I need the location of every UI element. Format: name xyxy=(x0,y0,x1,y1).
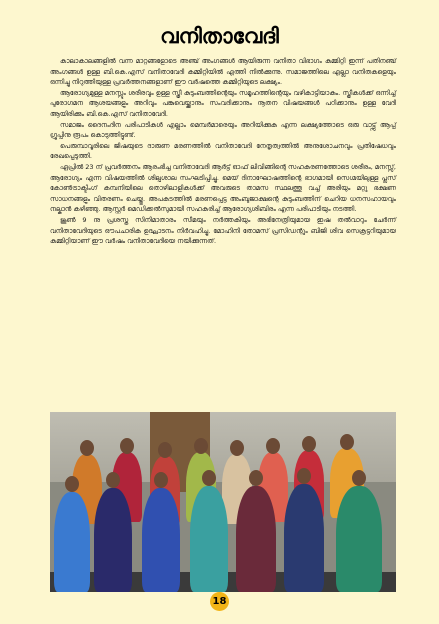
paragraph-4: പെരുമ്പാവൂരിലെ ജിഷയുടെ ദാരുണ മരണത്തിൽ വനിതാവേദി നേതൃത്വത്തിൽ അനുശോചനവും പ്രതിഷേധവും രേഖപ്പെടുത്തി. xyxy=(50,141,396,161)
person-figure xyxy=(336,486,382,592)
person-head xyxy=(106,472,120,488)
paragraph-6: ജൂൺ 9 നു പ്രശസ്ത സിനിമാതാരം സീമയും നർത്തകിയും അഭിനേത്രിയുമായ ഇഷ തൽവാറും ചേർന്ന് വനിതാവേദിയുടെ ഔപചാരിക ഉദ്ഘാടനം നിർവഹിച്ചു. മോഹിനി തോമസ് പ്രസിഡന്റും ബിജി ശിവ സെക്രട്ടറിയുമായ കമ്മിറ്റിയാണ് ഈ വർഷം വനിതാവേദിയെ നയിക്കുന്നത്. xyxy=(50,215,396,246)
person-figure xyxy=(284,484,324,592)
person-head xyxy=(80,440,94,456)
paragraph-2: ആരോഗ്യമുള്ള മനസ്സും ശരീരവും ഉള്ള സ്ത്രീ കുടുംബത്തിന്റെയും സമൂഹത്തിന്റെയും വഴികാട്ടിയാകും. സ്ത്രീകൾക്ക് ഒന്നിച്ച് പുരോഗമന ആശയങ്ങളും അറിവും പങ്കുവെയ്ക്കാനും സംവദിക്കാനും നൂതന വിഷയങ്ങൾ പഠിക്കാനും ഉള്ള വേദി ആയിരിക്കും ബി.കെ.എസ് വനിതാവേദി. xyxy=(50,88,396,118)
person-head xyxy=(202,470,216,486)
person-head xyxy=(297,468,311,484)
person-head xyxy=(65,476,79,492)
person-figure xyxy=(190,486,228,592)
page-number-badge: 18 xyxy=(210,592,229,611)
person-head xyxy=(340,434,354,450)
person-head xyxy=(302,436,316,452)
page-title: വനിതാവേദി xyxy=(160,24,279,48)
person-head xyxy=(158,442,172,458)
person-head xyxy=(194,438,208,454)
person-head xyxy=(230,440,244,456)
person-head xyxy=(266,438,280,454)
paragraph-3: സമാജം ദൈനംദിന പരിപാടികൾ എല്ലാം മെമ്പർമാരെയും അറിയിക്കുക എന്ന ലക്ഷ്യത്തോടെ ഒരു വാട്ട്സ് ആപ്പ് ഗ്രൂപ്പിനു രൂപം കൊടുത്തിട്ടുണ്ട്. xyxy=(50,120,396,140)
article-body xyxy=(50,56,396,247)
paragraph-5: ഏപ്രിൽ 23 ന് പ്രവർത്തനം ആരംഭിച്ച വനിതാവേദി ആർട്ട് ഓഫ് ലിവിങ്ങിന്റെ സഹകരണത്തോടെ ശരീരം, മനസ്സ്, ആരോഗ്യം എന്ന വിഷയത്തിൽ ശില്പശാല സംഘടിപ്പിച്ചു. മെയ് ദിനാഘോഷത്തിന്റെ ഭാഗമായി സെഗ്മയിലുള്ള പ്ലസ് കോൺട്രാക്ടിംഗ് കമ്പനിയിലെ തൊഴിലാളികൾക്ക് അവരുടെ താമസ സ്ഥലത്തു വച്ച് അരിയും മറ്റു ഭക്ഷണ സാധനങ്ങളും വിതരണം ചെയ്തു. അപകടത്തിൽ മരണപ്പെട്ട അംബുജാക്ഷന്റെ കുടുംബത്തിന് ചെറിയ ധനസഹായവും നല്കാൻ കഴിഞ്ഞു. ആസ്റ്റർ മെഡിക്കൽസുമായി സഹകരിച്ച് ആരോഗ്യശിബിരം എന്ന പരിപാടിയും നടത്തി. xyxy=(50,162,396,214)
paragraph-1: കാലാകാലങ്ങളിൽ വന്ന മാറ്റങ്ങളോടെ അഞ്ച് അംഗങ്ങൾ ആയിരുന്ന വനിതാ വിഭാഗം കമ്മിറ്റി ഇന്ന് പതിനഞ്ച് അംഗങ്ങൾ ഉള്ള ബി.കെ.എസ് വനിതാവേദി കമ്മിറ്റിയിൽ എത്തി നിൽക്കുന്നു. സമാജത്തിലെ എല്ലാ വനിതകളെയും ഒന്നിച്ചു നിറുത്തിയുള്ള പ്രവർത്തനങ്ങളാണ് ഈ വർഷത്തെ കമ്മിറ്റിയുടെ ലക്ഷ്യം. xyxy=(50,57,396,87)
person-head xyxy=(154,472,168,488)
person-figure xyxy=(94,488,132,592)
person-head xyxy=(352,470,366,486)
person-figure xyxy=(236,486,276,592)
person-head xyxy=(249,470,263,486)
person-figure xyxy=(54,492,90,592)
person-head xyxy=(120,438,134,454)
person-figure xyxy=(142,488,180,592)
group-photo xyxy=(50,412,396,592)
